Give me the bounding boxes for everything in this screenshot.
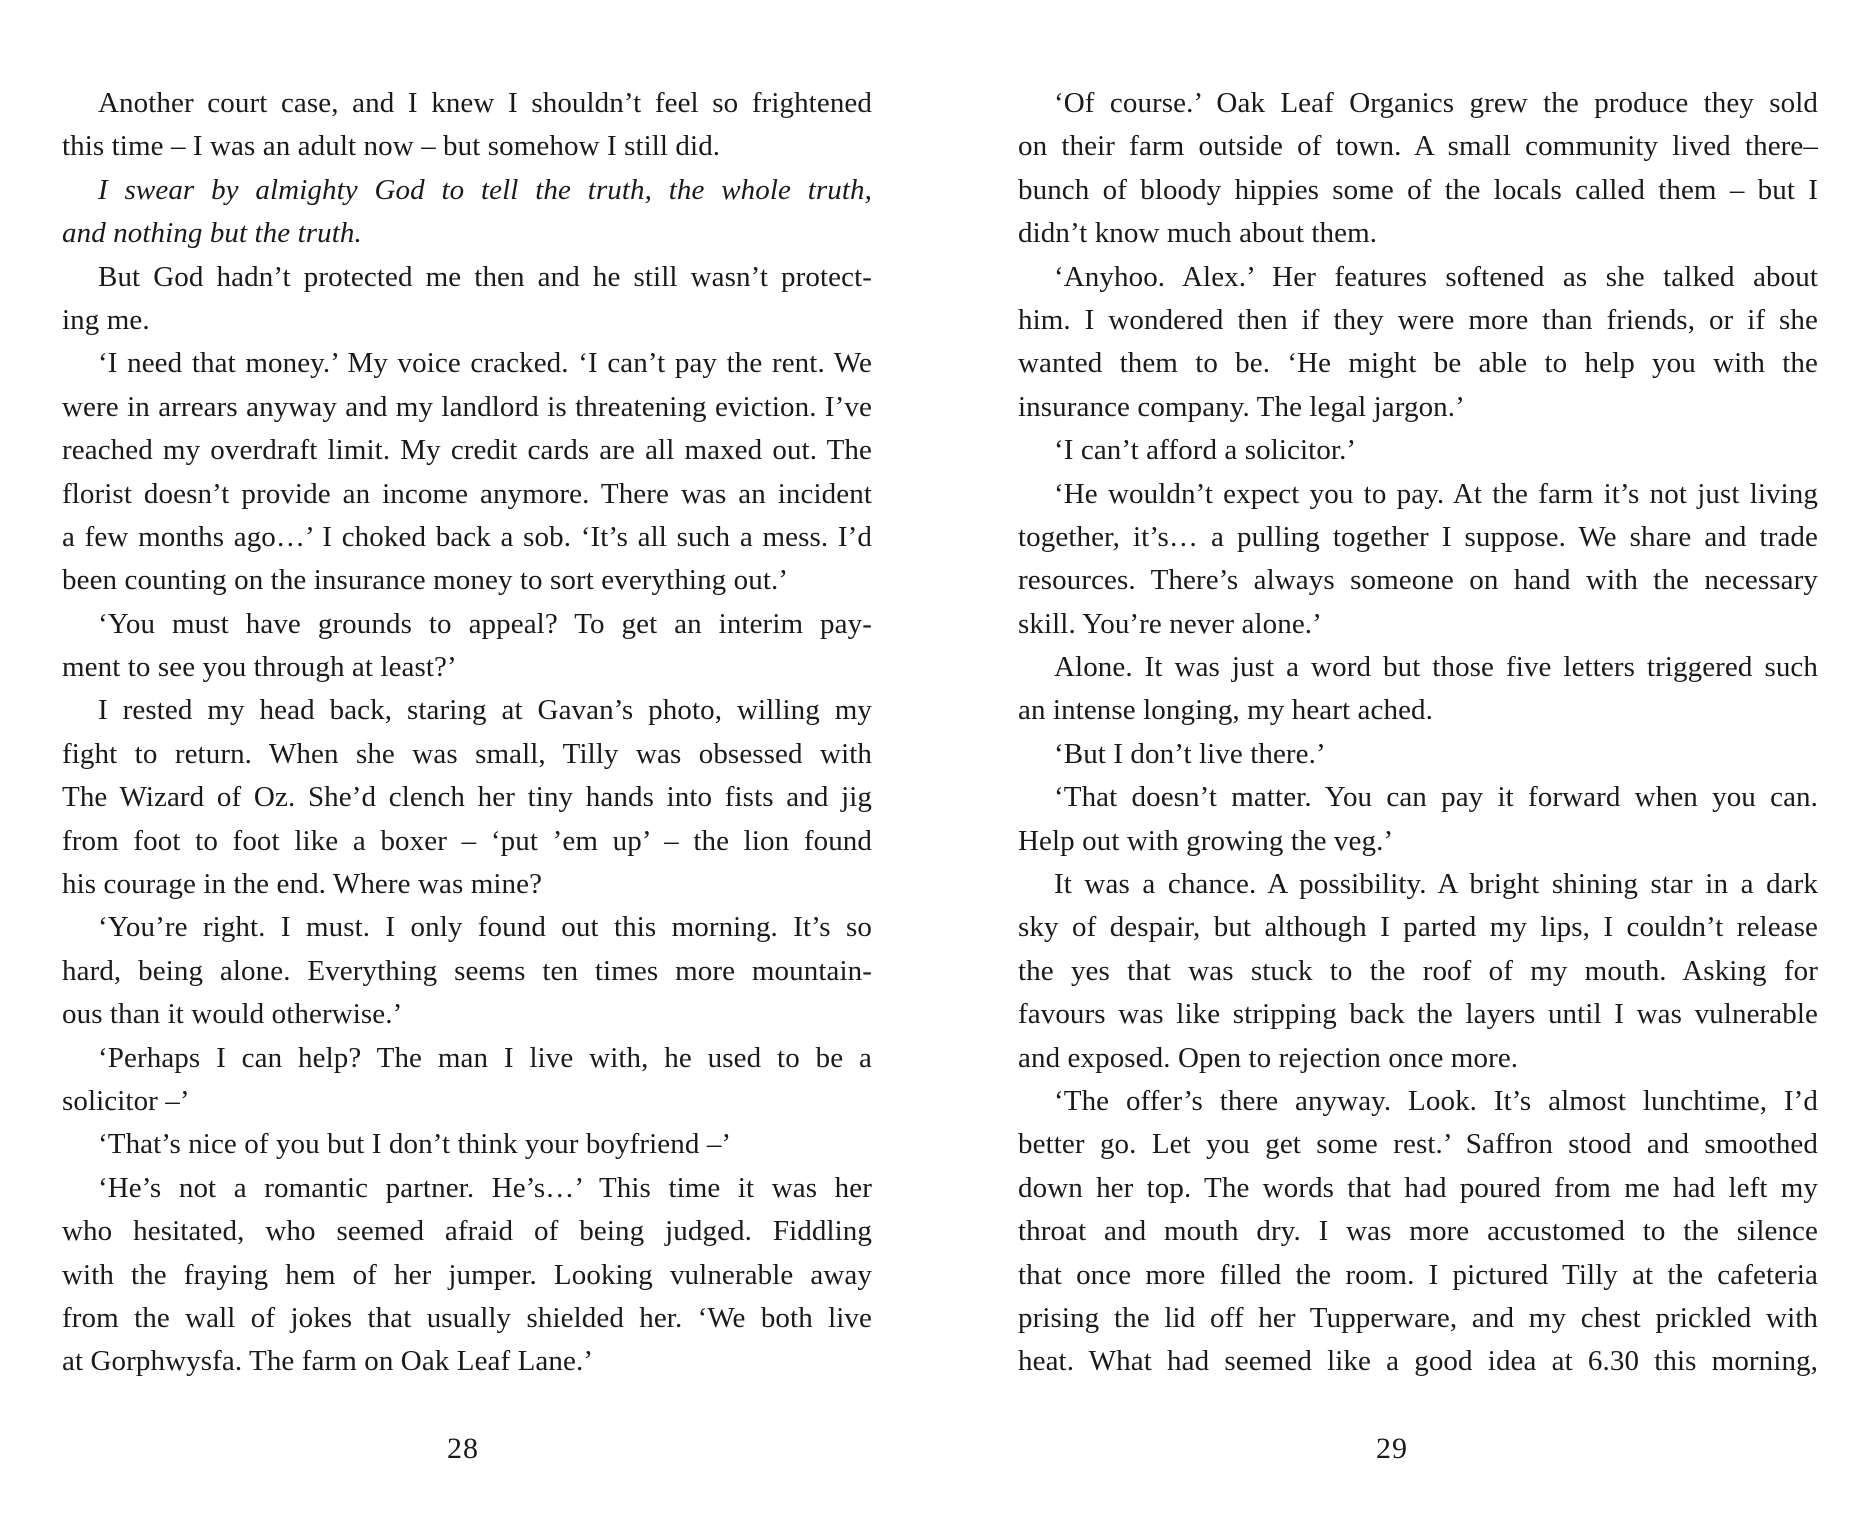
- text-line: florist doesn’t provide an income anymore. There was an incident: [62, 477, 872, 510]
- text-line: been counting on the insurance money to sort everything out.’: [62, 564, 789, 597]
- text-line: skill. You’re never alone.’: [1018, 607, 1322, 640]
- text-line: ‘He wouldn’t expect you to pay. At the farm it’s not just living: [1054, 477, 1818, 510]
- text-line: ‘But I don’t live there.’: [1054, 737, 1326, 770]
- text-line: on their farm outside of town. A small community lived there–: [1018, 130, 1818, 163]
- text-line: I swear by almighty God to tell the truth, the whole truth,: [98, 173, 872, 206]
- text-line: Alone. It was just a word but those five letters triggered such: [1054, 651, 1818, 684]
- text-line: sky of despair, but although I parted my lips, I couldn’t release: [1018, 911, 1818, 944]
- text-line: ‘Of course.’ Oak Leaf Organics grew the produce they sold: [1054, 87, 1818, 119]
- text-line: ‘He’s not a romantic partner. He’s…’ This time it was her: [98, 1171, 872, 1204]
- text-line: were in arrears anyway and my landlord is threatening eviction. I’ve: [62, 390, 872, 423]
- text-line: ‘Anyhoo. Alex.’ Her features softened as she talked about: [1054, 260, 1818, 293]
- text-line: at Gorphwysfa. The farm on Oak Leaf Lane.’: [62, 1345, 594, 1378]
- text-line: didn’t know much about them.: [1018, 217, 1378, 250]
- text-line: together, it’s… a pulling together I suppose. We share and trade: [1018, 520, 1818, 553]
- text-line: wanted them to be. ‘He might be able to help you with the: [1018, 347, 1818, 380]
- text-line: I rested my head back, staring at Gavan’s photo, willing my: [98, 694, 872, 727]
- text-line: It was a chance. A possibility. A bright shining star in a dark: [1054, 868, 1818, 901]
- text-line: from foot to foot like a boxer – ‘put ’em up’ – the lion found: [62, 824, 872, 857]
- text-line: from the wall of jokes that usually shielded her. ‘We both live: [62, 1301, 872, 1334]
- text-line: who hesitated, who seemed afraid of being judged. Fiddling: [62, 1215, 872, 1248]
- text-line: with the fraying hem of her jumper. Looking vulnerable away: [62, 1258, 872, 1291]
- right-page-number: 29: [1376, 1432, 1408, 1465]
- right-page: [1018, 0, 1818, 1520]
- text-line: him. I wondered then if they were more than friends, or if she: [1018, 303, 1818, 336]
- text-line: ous than it would otherwise.’: [62, 998, 403, 1031]
- text-line: solicitor –’: [62, 1084, 190, 1117]
- text-line: But God hadn’t protected me then and he still wasn’t protect-: [98, 260, 872, 293]
- text-line: the yes that was stuck to the roof of my mouth. Asking for: [1018, 954, 1818, 987]
- text-line: ‘That’s nice of you but I don’t think your boyfriend –’: [98, 1128, 732, 1161]
- text-line: Help out with growing the veg.’: [1018, 824, 1394, 857]
- text-line: favours was like stripping back the layers until I was vulnerable: [1018, 998, 1818, 1031]
- text-line: bunch of bloody hippies some of the locals called them – but I: [1018, 173, 1818, 206]
- left-page: [62, 0, 872, 1520]
- text-line: ing me.: [62, 303, 150, 336]
- right-page-text: [1018, 82, 1818, 1384]
- text-line: this time – I was an adult now – but somehow I still did.: [62, 130, 721, 163]
- text-line: hard, being alone. Everything seems ten times more mountain-: [62, 954, 872, 987]
- text-line: and nothing but the truth.: [62, 217, 362, 250]
- text-line: ‘Perhaps I can help? The man I live with, he used to be a: [98, 1041, 872, 1074]
- text-line: reached my overdraft limit. My credit cards are all maxed out. The: [62, 434, 872, 467]
- text-line: resources. There’s always someone on hand with the necessary: [1018, 564, 1818, 597]
- text-line: ‘The offer’s there anyway. Look. It’s almost lunchtime, I’d: [1054, 1084, 1818, 1117]
- text-line: The Wizard of Oz. She’d clench her tiny hands into fists and jig: [62, 781, 872, 814]
- text-line: Another court case, and I knew I shouldn’t feel so frightened: [98, 87, 872, 119]
- text-line: a few months ago…’ I choked back a sob. ‘It’s all such a mess. I’d: [62, 520, 872, 553]
- text-line: fight to return. When she was small, Tilly was obsessed with: [62, 737, 872, 770]
- text-line: ‘You must have grounds to appeal? To get an interim pay-: [98, 607, 872, 640]
- text-line: and exposed. Open to rejection once more.: [1018, 1041, 1519, 1074]
- text-line: better go. Let you get some rest.’ Saffron stood and smoothed: [1018, 1128, 1818, 1161]
- text-line: ‘I need that money.’ My voice cracked. ‘I can’t pay the rent. We: [98, 347, 872, 380]
- text-line: down her top. The words that had poured from me had left my: [1018, 1171, 1818, 1204]
- text-line: prising the lid off her Tupperware, and my chest prickled with: [1018, 1301, 1818, 1334]
- left-page-text: [62, 82, 872, 1384]
- text-line: throat and mouth dry. I was more accustomed to the silence: [1018, 1215, 1818, 1248]
- text-line: heat. What had seemed like a good idea at 6.30 this morning,: [1018, 1345, 1818, 1378]
- text-line: his courage in the end. Where was mine?: [62, 868, 543, 901]
- text-line: an intense longing, my heart ached.: [1018, 694, 1434, 727]
- left-page-number: 28: [447, 1432, 479, 1465]
- text-line: ‘You’re right. I must. I only found out this morning. It’s so: [98, 911, 872, 944]
- text-line: insurance company. The legal jargon.’: [1018, 390, 1465, 423]
- text-line: ‘That doesn’t matter. You can pay it forward when you can.: [1054, 781, 1818, 814]
- text-line: that once more filled the room. I pictured Tilly at the cafeteria: [1018, 1258, 1818, 1291]
- text-line: ment to see you through at least?’: [62, 651, 457, 684]
- text-line: ‘I can’t afford a solicitor.’: [1054, 434, 1357, 467]
